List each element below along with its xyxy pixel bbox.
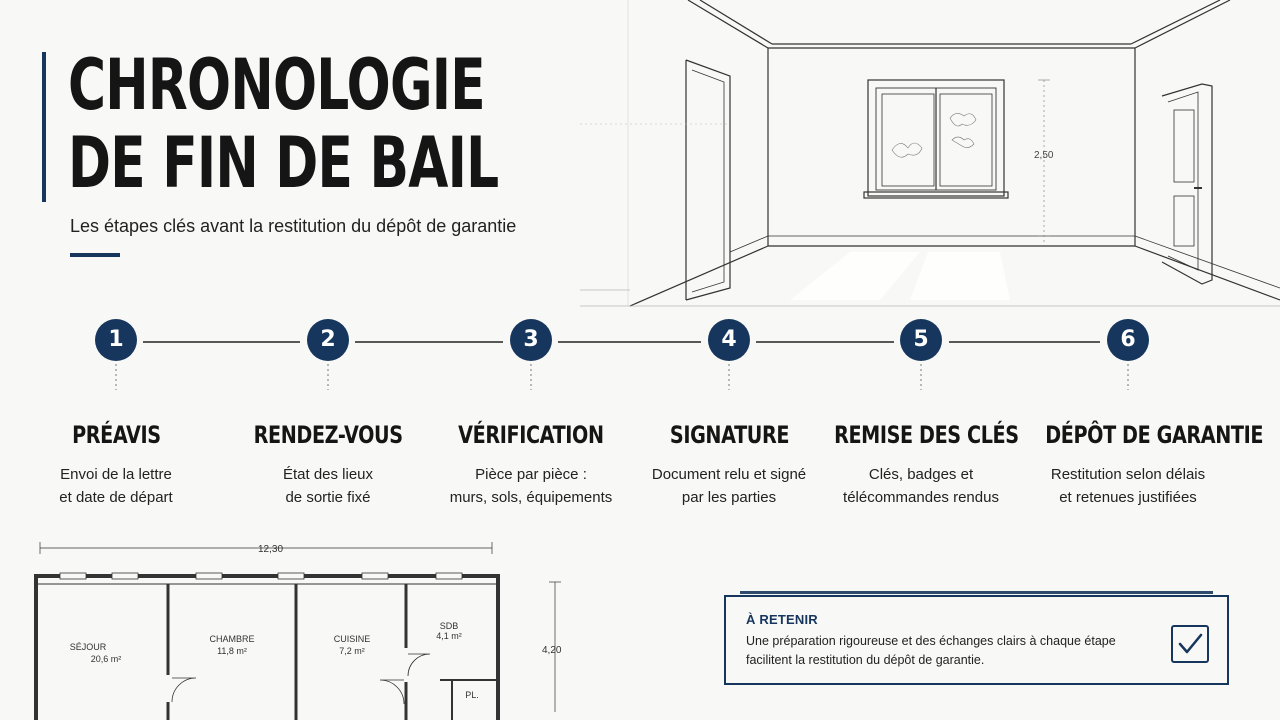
timeline-step-preavis — [6, 319, 226, 509]
room-area-cuisine: 7,2 m² — [339, 646, 365, 656]
step-number-badge: 1 — [95, 319, 137, 361]
step-title: SIGNATURE — [669, 421, 789, 449]
note-title: À RETENIR — [746, 612, 818, 627]
timeline-step-signature — [619, 319, 839, 509]
step-title: VÉRIFICATION — [458, 421, 604, 449]
step-title: PRÉAVIS — [71, 421, 161, 449]
note-text-line-1: Une préparation rigoureuse et des échanges clairs à chaque étape — [746, 634, 1116, 648]
timeline-step-rendez-vous — [218, 319, 438, 509]
step-title: DÉPÔT DE GARANTIE — [1045, 421, 1264, 449]
step-number-badge: 6 — [1107, 319, 1149, 361]
step-number-badge: 5 — [900, 319, 942, 361]
subtitle-underline — [70, 253, 120, 257]
room-perspective-illustration — [580, 0, 1280, 310]
title-accent-bar — [42, 52, 46, 202]
timeline-step-remise-des-cles — [811, 319, 1031, 509]
page-title — [68, 46, 498, 202]
room-height-dimension: 2,50 — [1034, 150, 1054, 161]
room-label-sejour: SÉJOUR — [69, 642, 107, 652]
step-title: REMISE DES CLÉS — [834, 421, 1019, 449]
room-area-chambre: 11,8 m² — [217, 646, 247, 656]
step-number-badge: 2 — [307, 319, 349, 361]
key-takeaway-box — [724, 595, 1229, 685]
timeline-step-verification — [421, 319, 641, 509]
checkbox-checked-icon — [1171, 625, 1209, 663]
title-line-1: CHRONOLOGIE — [68, 44, 485, 126]
step-description: Pièce par pièce : murs, sols, équipements — [449, 466, 613, 506]
room-area-sdb: 4,1 m² — [436, 631, 462, 641]
page-subtitle: Les étapes clés avant la restitution du dépôt de garantie — [70, 216, 517, 236]
step-description: État des lieux de sortie fixé — [282, 466, 374, 506]
room-label-sdb: SDB — [439, 621, 459, 631]
step-description: Document relu et signé par les parties — [651, 466, 807, 506]
step-number-badge: 4 — [708, 319, 750, 361]
step-description: Restitution selon délais et retenues justifiées — [1050, 466, 1206, 506]
step-description: Envoi de la lettre et date de départ — [59, 466, 173, 506]
title-line-2: DE FIN DE BAIL — [68, 122, 499, 204]
step-number-badge: 3 — [510, 319, 552, 361]
floor-plan — [0, 530, 600, 720]
note-text-line-2: facilitent la restitution du dépôt de garantie. — [746, 653, 985, 667]
step-title: RENDEZ-VOUS — [253, 421, 403, 449]
room-label-cuisine: CUISINE — [333, 634, 371, 644]
timeline-step-depot-de-garantie — [1018, 319, 1264, 509]
room-label-placard: PL. — [465, 690, 479, 700]
plan-width-dimension: 12,30 — [258, 544, 284, 555]
plan-depth-dimension: 4,20 — [542, 645, 562, 656]
room-label-chambre: CHAMBRE — [209, 634, 255, 644]
step-description: Clés, badges et télécommandes rendus — [843, 466, 999, 506]
room-area-sejour: 20,6 m² — [90, 654, 122, 664]
